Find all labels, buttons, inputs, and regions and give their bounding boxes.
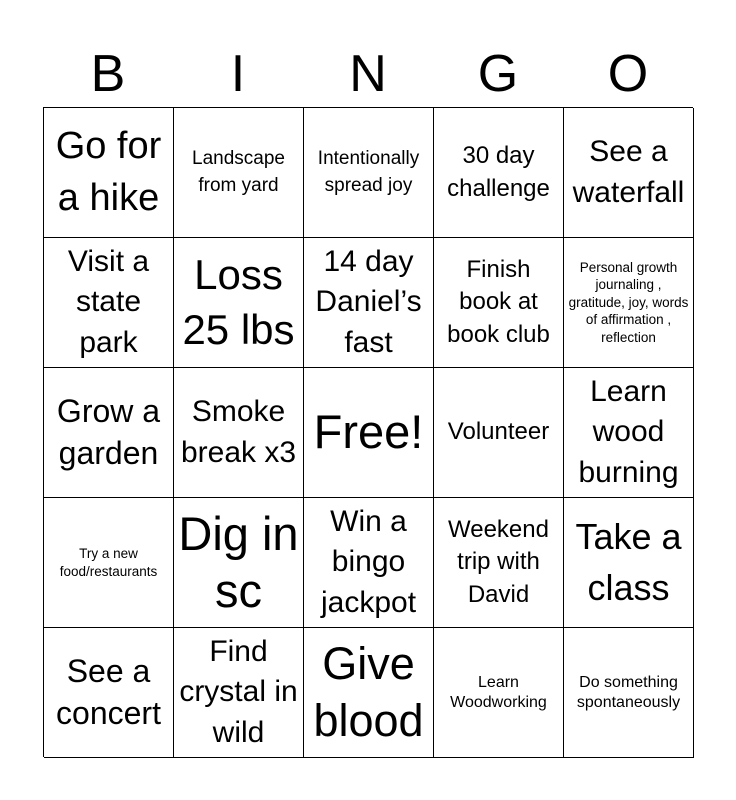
cell-text: Give blood	[313, 638, 424, 746]
cell-text: Free!	[313, 405, 424, 459]
cell-text: Take a class	[575, 516, 682, 608]
header-letter-n: N	[349, 45, 387, 103]
bingo-cell[interactable]	[304, 628, 434, 758]
bingo-cell[interactable]	[564, 628, 694, 758]
cell-text: Dig in sc	[178, 507, 299, 617]
bingo-header	[43, 40, 693, 108]
bingo-cell[interactable]	[44, 108, 174, 238]
bingo-cell[interactable]	[434, 498, 564, 628]
cell-text: 30 day challenge	[447, 142, 550, 202]
cell-text: Learn Woodworking	[450, 674, 547, 711]
bingo-cell[interactable]	[174, 108, 304, 238]
cell-text: See a waterfall	[572, 135, 685, 209]
bingo-cell[interactable]	[434, 108, 564, 238]
header-letter-b: B	[90, 45, 126, 103]
bingo-cell[interactable]	[174, 498, 304, 628]
cell-text: Smoke break x3	[180, 395, 297, 469]
bingo-cell[interactable]	[304, 108, 434, 238]
cell-text: Grow a garden	[56, 392, 161, 471]
bingo-cell[interactable]	[564, 238, 694, 368]
header-letter-o: O	[607, 45, 649, 103]
bingo-cell-free[interactable]	[304, 368, 434, 498]
cell-text: Personal growth journaling , gratitude, joy, words of affirmation , reflection	[568, 259, 689, 345]
cell-text: Visit a state park	[67, 244, 150, 359]
cell-text: Learn wood burning	[578, 374, 679, 489]
cell-text: Find crystal in wild	[179, 634, 298, 749]
cell-text: Intentionally spread joy	[317, 147, 420, 196]
cell-text: Finish book at book club	[447, 255, 550, 348]
cell-text: Do something spontaneously	[576, 674, 681, 711]
header-letter-i: I	[230, 45, 246, 103]
bingo-cell[interactable]	[434, 238, 564, 368]
header-letter-g: G	[477, 45, 519, 103]
bingo-cell[interactable]	[44, 368, 174, 498]
bingo-cell[interactable]	[304, 498, 434, 628]
cell-text: Loss 25 lbs	[182, 250, 295, 353]
bingo-cell[interactable]	[304, 238, 434, 368]
bingo-cell[interactable]	[564, 108, 694, 238]
cell-text: 14 day Daniel’s fast	[315, 244, 422, 359]
bingo-board	[43, 107, 693, 757]
bingo-cell[interactable]	[564, 498, 694, 628]
bingo-cell[interactable]	[44, 238, 174, 368]
cell-text: Go for a hike	[55, 125, 162, 219]
cell-text: Landscape from yard	[192, 147, 285, 196]
cell-text: Win a bingo jackpot	[320, 504, 417, 619]
cell-text: Weekend trip with David	[448, 515, 549, 608]
cell-text: Volunteer	[447, 418, 550, 446]
bingo-cell[interactable]	[44, 628, 174, 758]
cell-text: Try a new food/restaurants	[59, 545, 158, 579]
cell-text: See a concert	[56, 652, 161, 731]
bingo-cell[interactable]	[174, 238, 304, 368]
bingo-cell[interactable]	[174, 368, 304, 498]
bingo-cell[interactable]	[434, 368, 564, 498]
bingo-cell[interactable]	[564, 368, 694, 498]
bingo-cell[interactable]	[44, 498, 174, 628]
bingo-cell[interactable]	[434, 628, 564, 758]
bingo-cell[interactable]	[174, 628, 304, 758]
